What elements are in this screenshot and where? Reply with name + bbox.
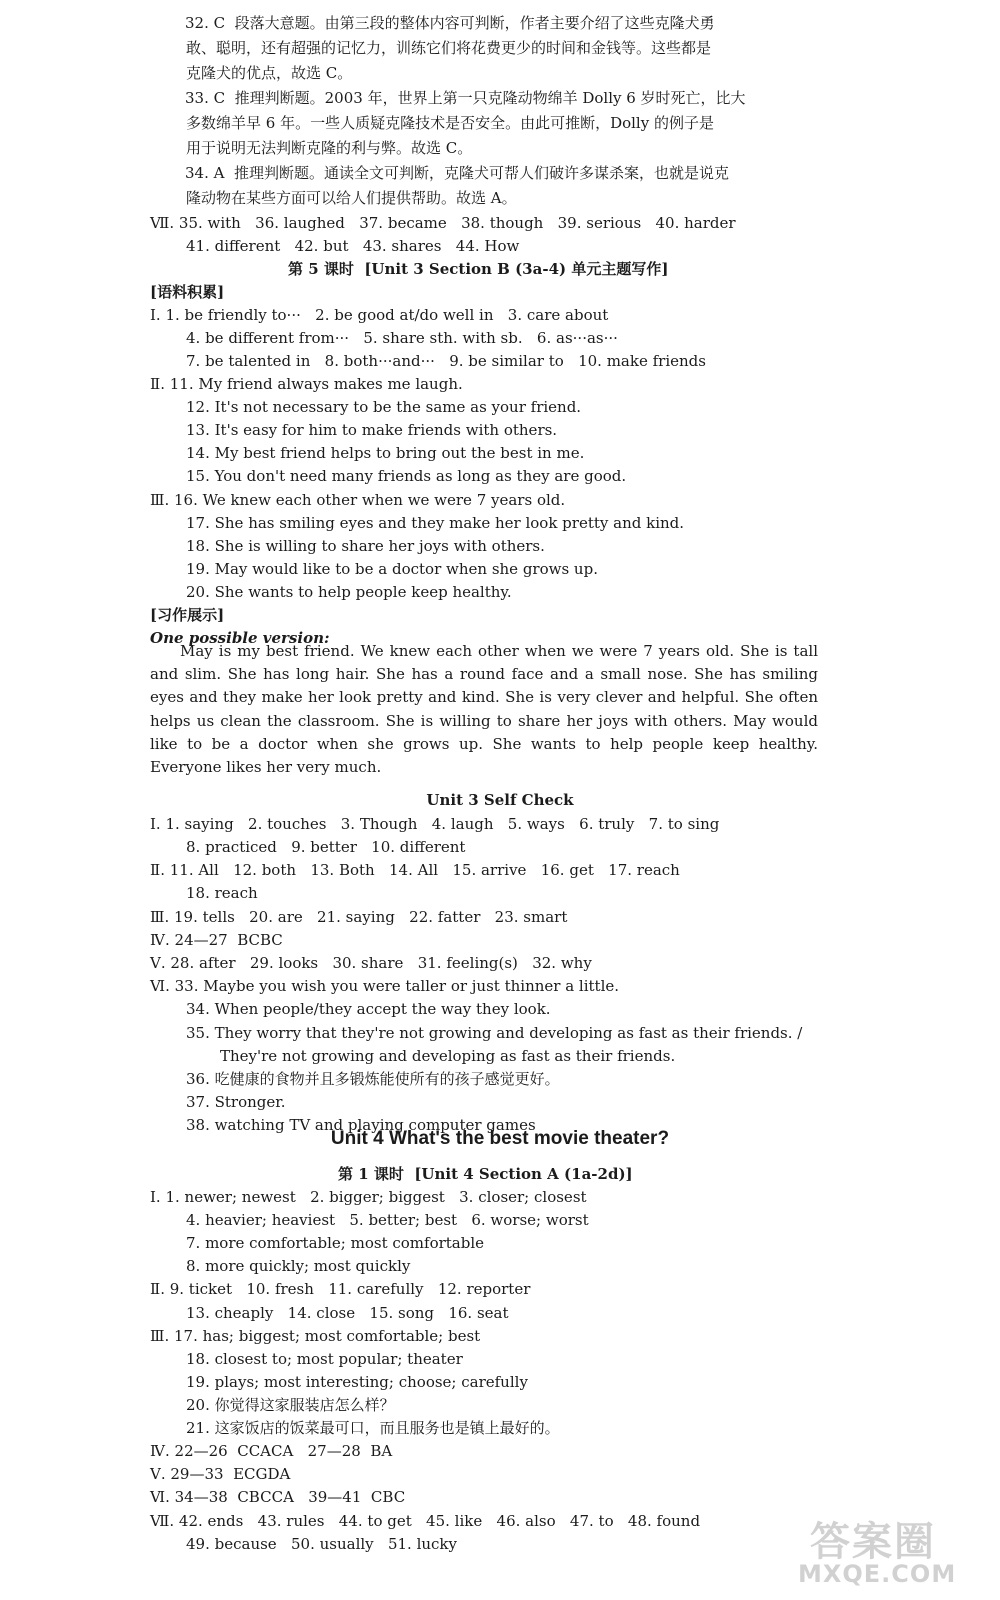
answer-line: 21. 这家饭店的饭菜最可口，而且服务也是镇上最好的。 xyxy=(186,1419,560,1437)
answer-line: 38. watching TV and playing computer games xyxy=(186,1116,536,1134)
answer-line: 敢、聪明，还有超强的记忆力，训练它们将花费更少的时间和金钱等。这些都是 xyxy=(186,39,712,57)
answer-line: 13. It's easy for him to make friends with others. xyxy=(186,421,558,439)
answer-line: 20. 你觉得这家服装店怎么样？ xyxy=(186,1396,395,1414)
answer-line: 克隆犬的优点，故选 C。 xyxy=(186,64,353,82)
answer-line: 14. My best friend helps to bring out the best in me. xyxy=(186,444,585,462)
answer-line: Ⅵ. 33. Maybe you wish you were taller or just thinner a little. xyxy=(150,977,620,995)
answer-line: Ⅲ. 16. We knew each other when we were 7 years old. xyxy=(150,491,566,509)
answer-line: 15. You don't need many friends as long as they are good. xyxy=(186,467,627,485)
answer-line: 37. Stronger. xyxy=(186,1093,286,1111)
answer-line: Ⅱ. 11. All 12. both 13. Both 14. All 15. arrive 16. get 17. reach xyxy=(150,861,680,879)
watermark-logo xyxy=(790,1510,980,1590)
answer-line: Ⅶ. 42. ends 43. rules 44. to get 45. like 46. also 47. to 48. found xyxy=(150,1512,701,1530)
answer-line: 4. heavier; heaviest 5. better; best 6. worse; worst xyxy=(186,1211,589,1229)
answer-line: Ⅱ. 11. My friend always makes me laugh. xyxy=(150,375,463,393)
answer-line: Ⅵ. 34—38 CBCCA 39—41 CBC xyxy=(150,1488,406,1506)
answer-line: They're not growing and developing as fast as their friends. xyxy=(220,1047,676,1065)
answer-line: Ⅰ. 1. newer; newest 2. bigger; biggest 3. closer; closest xyxy=(150,1188,587,1206)
answer-line: 17. She has smiling eyes and they make her look pretty and kind. xyxy=(186,514,685,532)
self-check-heading: Unit 3 Self Check xyxy=(426,791,574,809)
answer-line: Ⅲ. 17. has; biggest; most comfortable; best xyxy=(150,1327,481,1345)
section-heading: 第 5 课时 [Unit 3 Section B (3a-4) 单元主题写作] xyxy=(288,260,669,278)
answer-line: One possible version: xyxy=(150,629,330,647)
section-heading: [习作展示] xyxy=(150,606,225,624)
unit-heading: Unit 4 What's the best movie theater? xyxy=(330,1128,670,1149)
answer-line: Ⅴ. 29—33 ECGDA xyxy=(150,1465,291,1483)
answer-line: 49. because 50. usually 51. lucky xyxy=(186,1535,457,1553)
answer-line: Ⅱ. 9. ticket 10. fresh 11. carefully 12. reporter xyxy=(150,1280,531,1298)
answer-line: 32. C 段落大意题。由第三段的整体内容可判断，作者主要介绍了这些克隆犬勇 xyxy=(185,14,715,32)
answer-line: 19. May would like to be a doctor when she grows up. xyxy=(186,560,598,578)
answer-line: 12. It's not necessary to be the same as your friend. xyxy=(186,398,582,416)
answer-line: Ⅰ. 1. be friendly to··· 2. be good at/do well in 3. care about xyxy=(150,306,609,324)
essay-paragraph: May is my best friend. We knew each other when we were 7 years old. She is tall and slim. She has long hair. She has a round face and a small nose. She has smiling eyes and they make her look pretty and kind. She is very clever and helpful. She often helps us clean the classroom. She is willing to share her joys with others. May would like to be a doctor when she grows up. She wants to help people keep healthy. Everyone likes her very much. xyxy=(150,642,818,777)
watermark-en: MXQE.COM xyxy=(798,1560,957,1588)
answer-line: 34. When people/they accept the way they look. xyxy=(186,1000,551,1018)
answer-line: 34. A 推理判断题。通读全文可判断，克隆犬可帮人们破许多谋杀案，也就是说克 xyxy=(185,164,729,182)
answer-line: Ⅴ. 28. after 29. looks 30. share 31. feeling(s) 32. why xyxy=(150,954,592,972)
answer-line: 7. more comfortable; most comfortable xyxy=(186,1234,485,1252)
answer-line: 36. 吃健康的食物并且多锻炼能使所有的孩子感觉更好。 xyxy=(186,1070,560,1088)
section-heading: [语料积累] xyxy=(150,283,225,301)
answer-line: 18. reach xyxy=(186,884,258,902)
answer-line: 4. be different from··· 5. share sth. with sb. 6. as···as··· xyxy=(186,329,618,347)
answer-line: 41. different 42. but 43. shares 44. How xyxy=(186,237,520,255)
answer-line: 18. She is willing to share her joys with others. xyxy=(186,537,545,555)
answer-line: Ⅳ. 24—27 BCBC xyxy=(150,931,283,949)
answer-line: 18. closest to; most popular; theater xyxy=(186,1350,463,1368)
watermark-cn: 答案圈 xyxy=(810,1519,936,1565)
answer-line: 隆动物在某些方面可以给人们提供帮助。故选 A。 xyxy=(186,189,517,207)
answer-line: 用于说明无法判断克隆的利与弊。故选 C。 xyxy=(186,139,473,157)
answer-line: 7. be talented in 8. both···and··· 9. be similar to 10. make friends xyxy=(186,352,706,370)
answer-line: 33. C 推理判断题。2003 年，世界上第一只克隆动物绵羊 Dolly 6 岁时死亡，比大 xyxy=(185,89,746,107)
answer-line: Ⅲ. 19. tells 20. are 21. saying 22. fatter 23. smart xyxy=(150,908,568,926)
answer-line: 多数绵羊早 6 年。一些人质疑克隆技术是否安全。由此可推断，Dolly 的例子是 xyxy=(186,114,714,132)
answer-line: 13. cheaply 14. close 15. song 16. seat xyxy=(186,1304,509,1322)
answer-line: 20. She wants to help people keep healthy. xyxy=(186,583,512,601)
answer-line: 19. plays; most interesting; choose; carefully xyxy=(186,1373,528,1391)
answer-line: 8. more quickly; most quickly xyxy=(186,1257,411,1275)
answer-line: Ⅰ. 1. saying 2. touches 3. Though 4. laugh 5. ways 6. truly 7. to sing xyxy=(150,815,720,833)
answer-line: Ⅶ. 35. with 36. laughed 37. became 38. though 39. serious 40. harder xyxy=(150,214,736,232)
answer-line: Ⅳ. 22—26 CCACA 27—28 BA xyxy=(150,1442,393,1460)
section-heading: 第 1 课时 [Unit 4 Section A (1a-2d)] xyxy=(338,1165,633,1183)
answer-line: 8. practiced 9. better 10. different xyxy=(186,838,466,856)
answer-line: 35. They worry that they're not growing and developing as fast as their friends. / xyxy=(186,1024,803,1042)
